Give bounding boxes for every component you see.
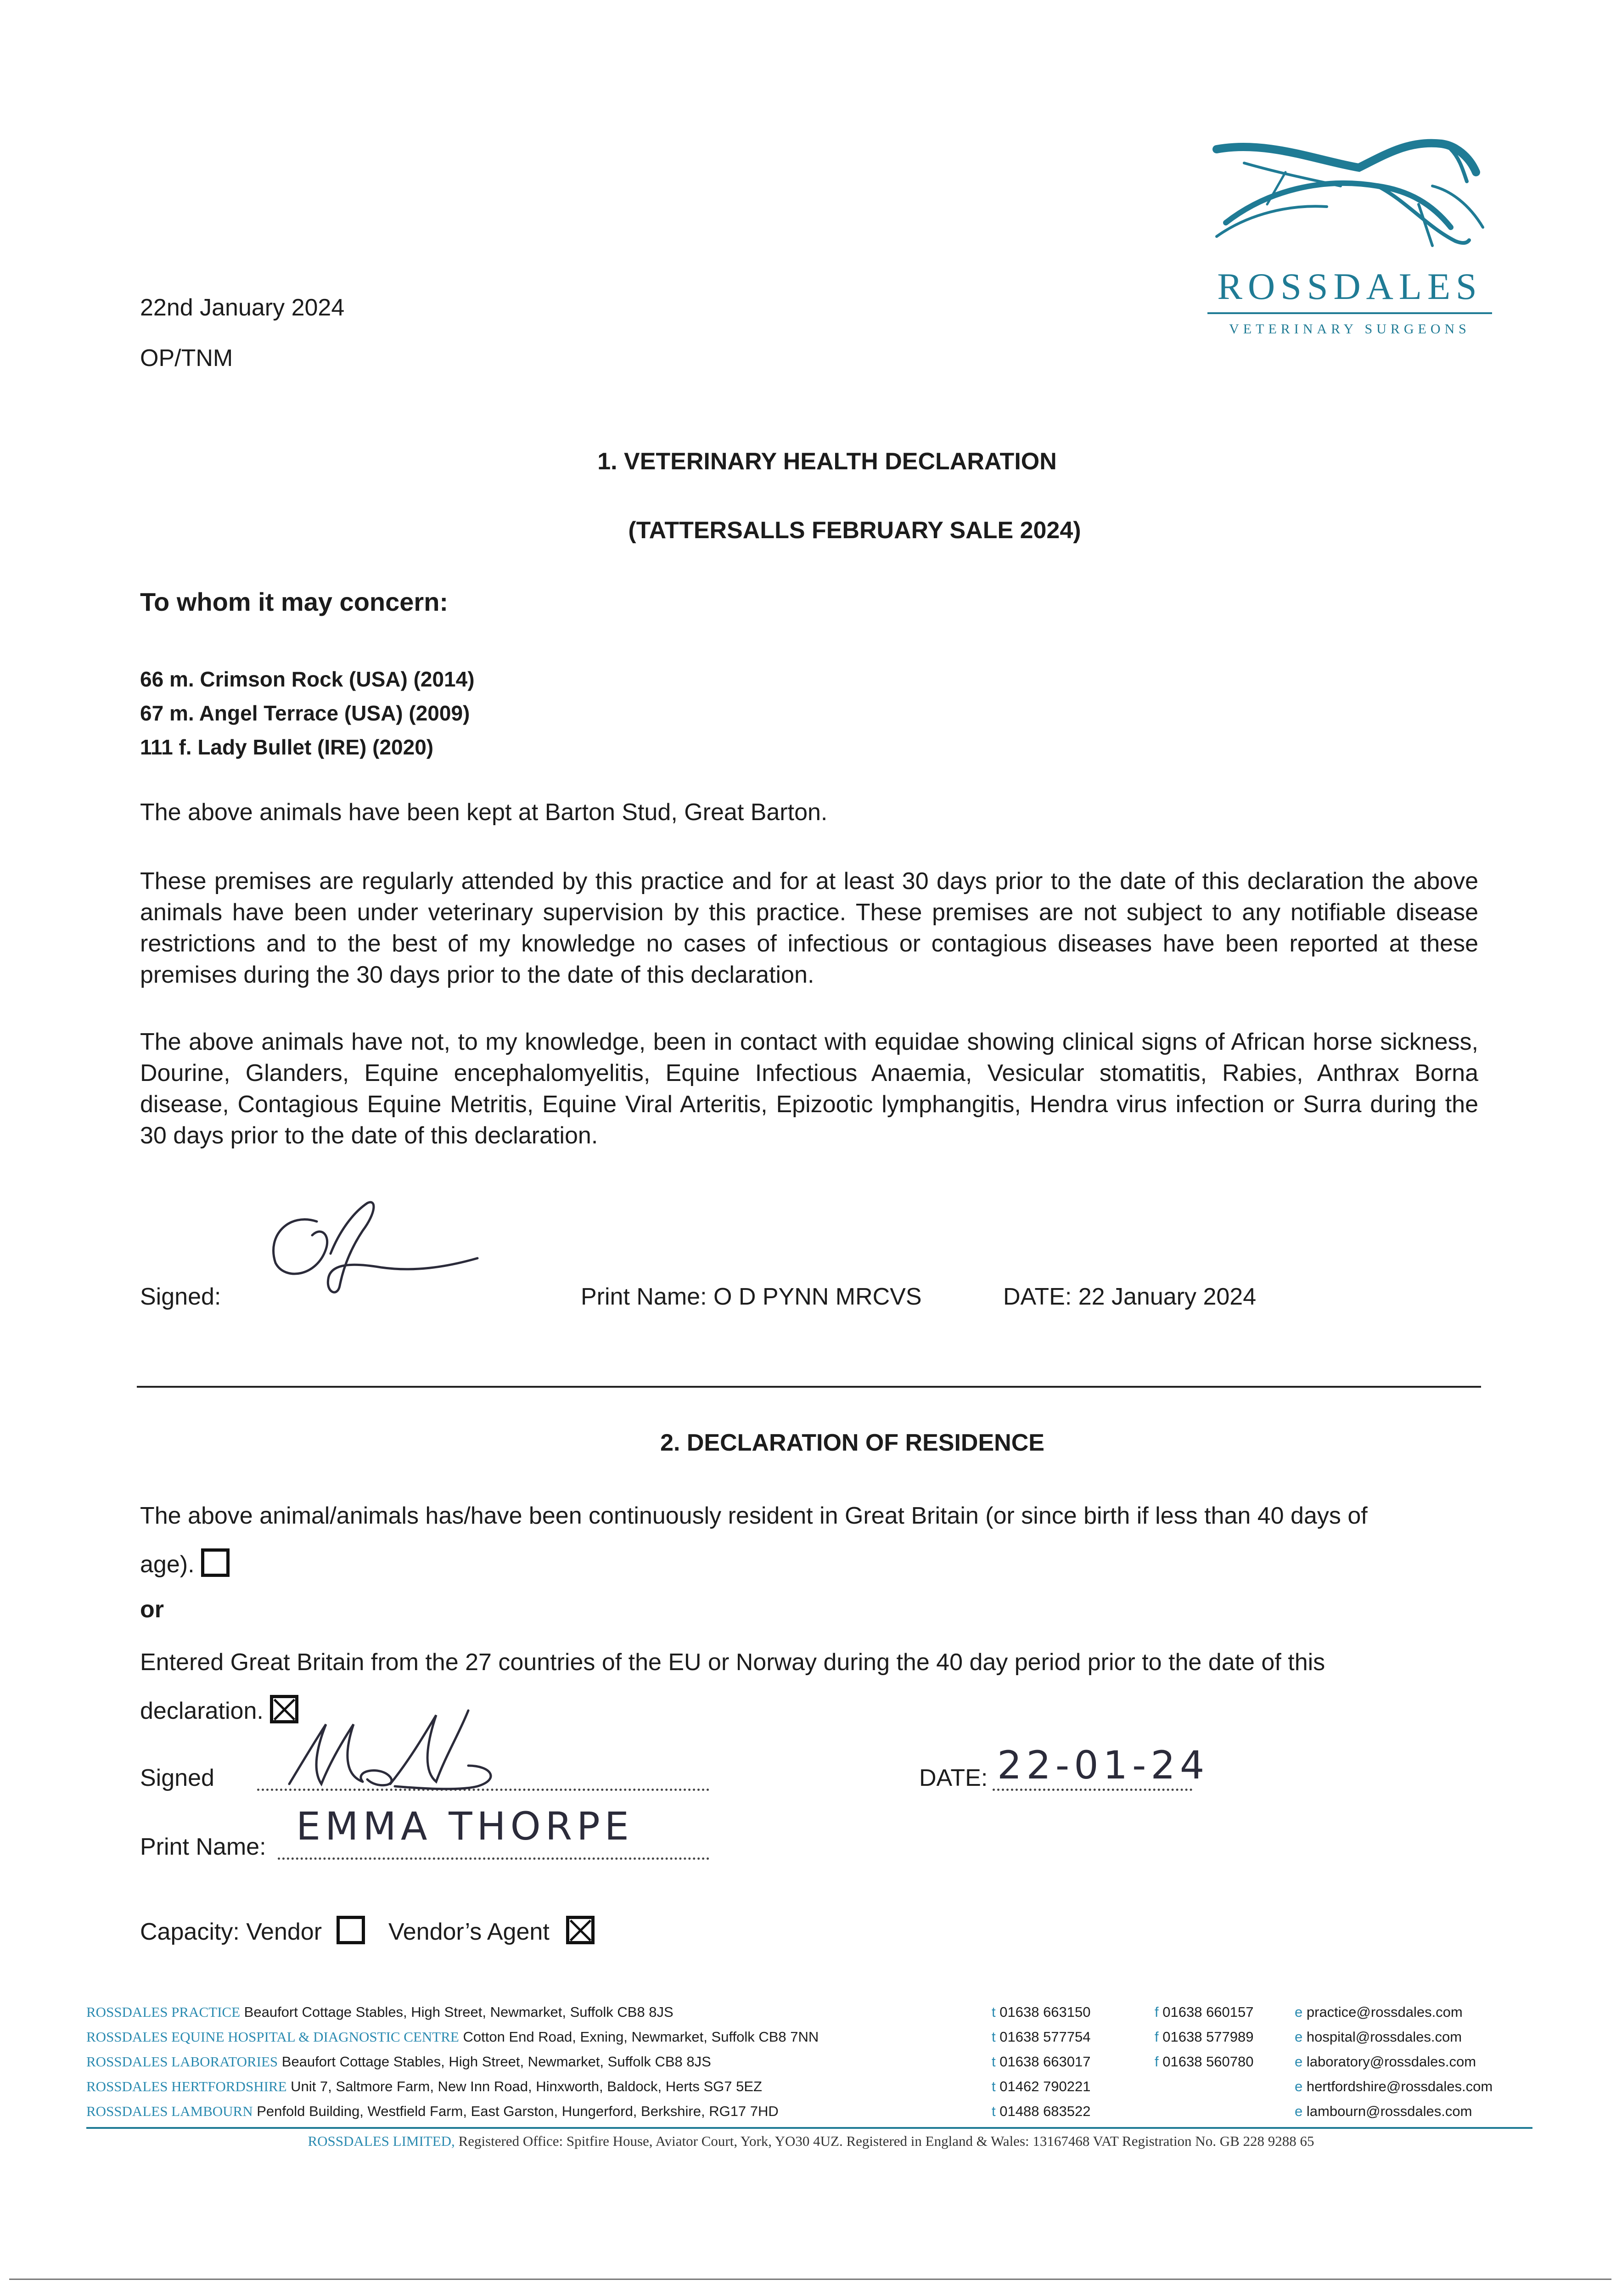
logo-subtitle: VETERINARY SURGEONS [1229,321,1470,337]
fax-prefix: f [1155,2054,1159,2070]
footer-rule [86,2127,1532,2129]
horse-logo-icon [1212,135,1487,259]
salutation: To whom it may concern: [140,587,449,616]
letter-date: 22nd January 2024 [140,294,345,321]
legal-registration-text: Registered Office: Spitfire House, Aviator Court, York, YO30 4UZ. Registered in England & Wales: 13167468 VAT Registration No. GB 228 9288 65 [458,2133,1314,2149]
premises-paragraph: The above animals have been kept at Barton Stud, Great Barton. [140,799,828,826]
supervision-paragraph: These premises are regularly attended by this practice and for at least 30 days prior to the date of this declaration the above animals have been under veterinary supervision by this practice. These premises are not subject to any notifiable disease restrictions and to the best of my knowledge no cases of infectious or contagious diseases have been reported at these premises during the 30 days prior to the date of this declaration. [140,868,1478,988]
footer-office-row [86,2053,711,2071]
telephone-prefix: t [992,2004,996,2020]
office-email[interactable] [1295,2102,1472,2121]
animal-list [140,662,475,764]
telephone-prefix: t [992,2054,996,2070]
footer-legal [0,2133,1622,2150]
residence-option-continuous [140,1491,1416,1589]
vendor-print-name-label: Print Name: [140,1834,266,1860]
email-address[interactable]: lambourn@rossdales.com [1306,2103,1472,2119]
office-address: Beaufort Cottage Stables, High Street, Newmarket, Suffolk CB8 8JS [281,2054,711,2070]
animal-entry: 67 m. Angel Terrace (USA) (2009) [140,701,470,725]
office-address: Beaufort Cottage Stables, High Street, Newmarket, Suffolk CB8 8JS [244,2004,673,2020]
office-telephone [992,2028,1091,2046]
footer-office-row [86,2102,779,2121]
footer-office-row [86,2077,762,2096]
email-address[interactable]: hospital@rossdales.com [1306,2029,1462,2045]
telephone-number: 01488 683522 [999,2103,1091,2119]
continuous-residence-checkbox[interactable] [201,1548,230,1577]
footer-office-row [86,2003,673,2021]
vet-signature [262,1194,500,1300]
office-address: Unit 7, Saltmore Farm, New Inn Road, Hinxworth, Baldock, Herts SG7 5EZ [291,2078,762,2094]
telephone-number: 01638 663017 [999,2054,1091,2070]
vendor-date-label: DATE: [919,1765,988,1791]
fax-number: 01638 560780 [1162,2054,1254,2070]
section-divider [137,1386,1481,1388]
office-telephone [992,2053,1091,2071]
animal-entry: 111 f. Lady Bullet (IRE) (2020) [140,735,434,759]
or-separator: or [140,1596,164,1623]
fax-prefix: f [1155,2029,1159,2045]
office-email[interactable] [1295,2003,1463,2021]
animal-entry: 66 m. Crimson Rock (USA) (2014) [140,667,475,691]
email-prefix: e [1295,2004,1303,2020]
section1-subtitle: (TATTERSALLS FEBRUARY SALE 2024) [628,517,1081,544]
office-address: Cotton End Road, Exning, Newmarket, Suffolk CB8 7NN [463,2029,819,2045]
fax-number: 01638 577989 [1162,2029,1254,2045]
email-prefix: e [1295,2054,1303,2070]
vet-signed-label: Signed: [140,1283,221,1310]
telephone-prefix: t [992,2029,996,2045]
residence-option-continuous-text: The above animal/animals has/have been continuously resident in Great Britain (or since birth if less than 40 days of age). [140,1503,1368,1578]
telephone-number: 01638 577754 [999,2029,1091,2045]
logo-wordmark: ROSSDALES [1217,265,1482,307]
page-bottom-line [9,2279,1611,2280]
office-fax [1155,2053,1254,2071]
email-prefix: e [1295,2029,1303,2045]
email-address[interactable]: hertfordshire@rossdales.com [1306,2078,1493,2094]
section1-title: 1. VETERINARY HEALTH DECLARATION [597,448,1057,475]
section2-title: 2. DECLARATION OF RESIDENCE [660,1429,1044,1456]
email-prefix: e [1295,2078,1303,2094]
fax-number: 01638 660157 [1162,2004,1254,2020]
telephone-prefix: t [992,2078,996,2094]
vet-print-name: Print Name: O D PYNN MRCVS [581,1283,922,1310]
disease-contact-paragraph: The above animals have not, to my knowledge, been in contact with equidae showing clinical signs of African horse sickness, Dourine, Glanders, Equine encephalomyelitis, Equine Infectious Anaemia, Vesicular stomatitis, Rabies, Anthrax Borna disease, Contagious Equine Metritis, Equine Viral Arteritis, Epizootic lymphangitis, Hendra virus infection or Surra during the 30 days prior to the date of this declaration. [140,1029,1478,1149]
vendor-checkbox[interactable] [337,1916,365,1944]
office-fax [1155,2028,1254,2046]
capacity-row [140,1916,595,1946]
office-email[interactable] [1295,2053,1476,2071]
office-telephone [992,2003,1091,2021]
office-address: Penfold Building, Westfield Farm, East Garston, Hungerford, Berkshire, RG17 7HD [257,2103,779,2119]
telephone-number: 01638 663150 [999,2004,1091,2020]
office-name: ROSSDALES LAMBOURN [86,2103,253,2119]
vendor-date-value: 22-01-24 [997,1743,1209,1788]
office-fax [1155,2003,1254,2021]
residence-option-eu-entry-text: Entered Great Britain from the 27 countries of the EU or Norway during the 40 day period prior to the date of this declaration. [140,1649,1325,1724]
office-email[interactable] [1295,2028,1462,2046]
logo-underline [1207,312,1492,314]
vendors-agent-label: Vendor’s Agent [388,1919,550,1945]
legal-company-name: ROSSDALES LIMITED, [308,2133,455,2149]
office-name: ROSSDALES PRACTICE [86,2004,241,2020]
telephone-number: 01462 790221 [999,2078,1091,2094]
office-email[interactable] [1295,2077,1493,2096]
office-telephone [992,2102,1091,2121]
footer-office-row [86,2028,819,2046]
telephone-prefix: t [992,2103,996,2119]
office-name: ROSSDALES EQUINE HOSPITAL & DIAGNOSTIC CENTRE [86,2029,459,2045]
vet-signature-date: DATE: 22 January 2024 [1003,1283,1257,1310]
email-address[interactable]: practice@rossdales.com [1306,2004,1463,2020]
vendor-signature [285,1697,542,1793]
email-address[interactable]: laboratory@rossdales.com [1306,2054,1476,2070]
office-name: ROSSDALES LABORATORIES [86,2054,278,2070]
letter-reference: OP/TNM [140,345,233,371]
vendor-signed-label: Signed [140,1765,214,1791]
office-telephone [992,2077,1091,2096]
email-prefix: e [1295,2103,1303,2119]
vendor-print-name-value: EMMA THORPE [296,1804,634,1849]
capacity-vendor-label: Capacity: Vendor [140,1919,322,1945]
vendors-agent-checkbox[interactable] [566,1916,595,1944]
fax-prefix: f [1155,2004,1159,2020]
office-name: ROSSDALES HERTFORDSHIRE [86,2078,287,2094]
